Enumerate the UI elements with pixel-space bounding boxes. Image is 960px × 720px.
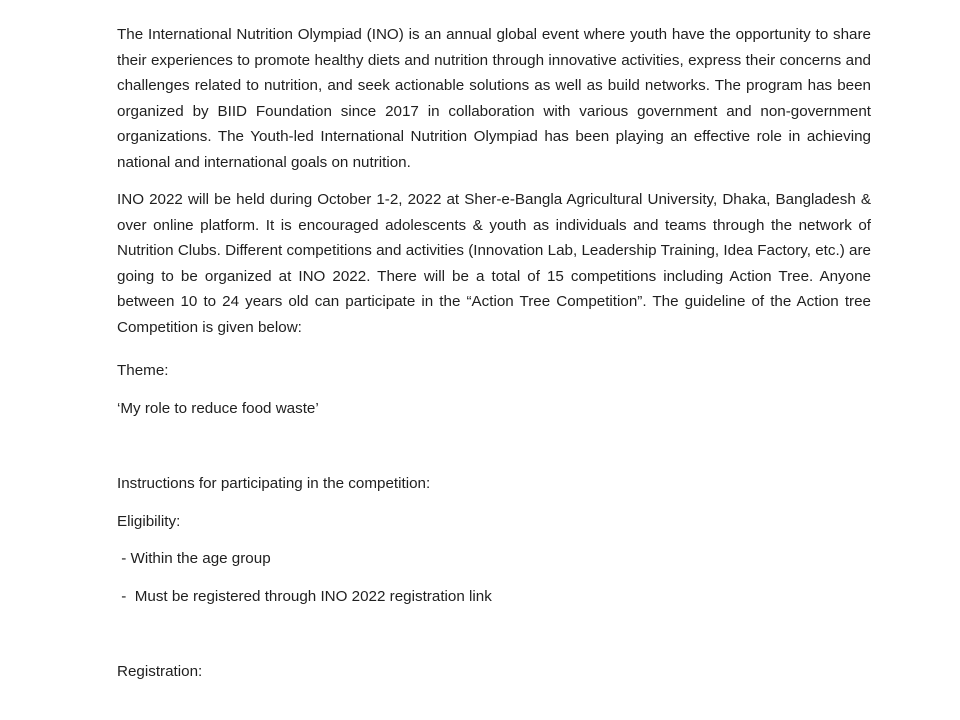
eligibility-label: Eligibility: (117, 512, 181, 530)
event-details-paragraph: INO 2022 will be held during October 1-2, 2022 at Sher-e-Bangla Agricultural University, Dhaka, Bangladesh & over online platform. It is encouraged adolescents & youth as individuals and teams through the network of Nutrition Clubs. Different competitions and activities (Innovation Lab, Leadership Training, Idea Factory, etc.) are going to be organized at INO 2022. There will be a total of 15 competitions including Action Tree. Anyone between 10 to 24 years old can participate in the “Action Tree Competition”. The guideline of the Action tree Competition is given below: (117, 191, 871, 336)
intro-paragraph: The International Nutrition Olympiad (INO) is an annual global event where youth have the opportunity to share their experiences to promote healthy diets and nutrition through innovative activities, express their concerns and challenges related to nutrition, and seek actionable solutions as well as build networks. The program has been organized by BIID Foundation since 2017 in collaboration with various government and non-government organizations. The Youth-led International Nutrition Olympiad has been playing an effective role in achieving national and international goals on nutrition. (117, 26, 871, 171)
registration-label: Registration: (117, 663, 203, 680)
eligibility-item: - Within the age group (117, 550, 271, 567)
theme-text: ‘My role to reduce food waste’ (117, 399, 319, 417)
document-body (117, 22, 871, 685)
instructions-heading: Instructions for participating in the competition: (117, 475, 431, 492)
theme-label: Theme: (117, 362, 169, 379)
eligibility-item: - Must be registered through INO 2022 registration link (117, 587, 492, 605)
